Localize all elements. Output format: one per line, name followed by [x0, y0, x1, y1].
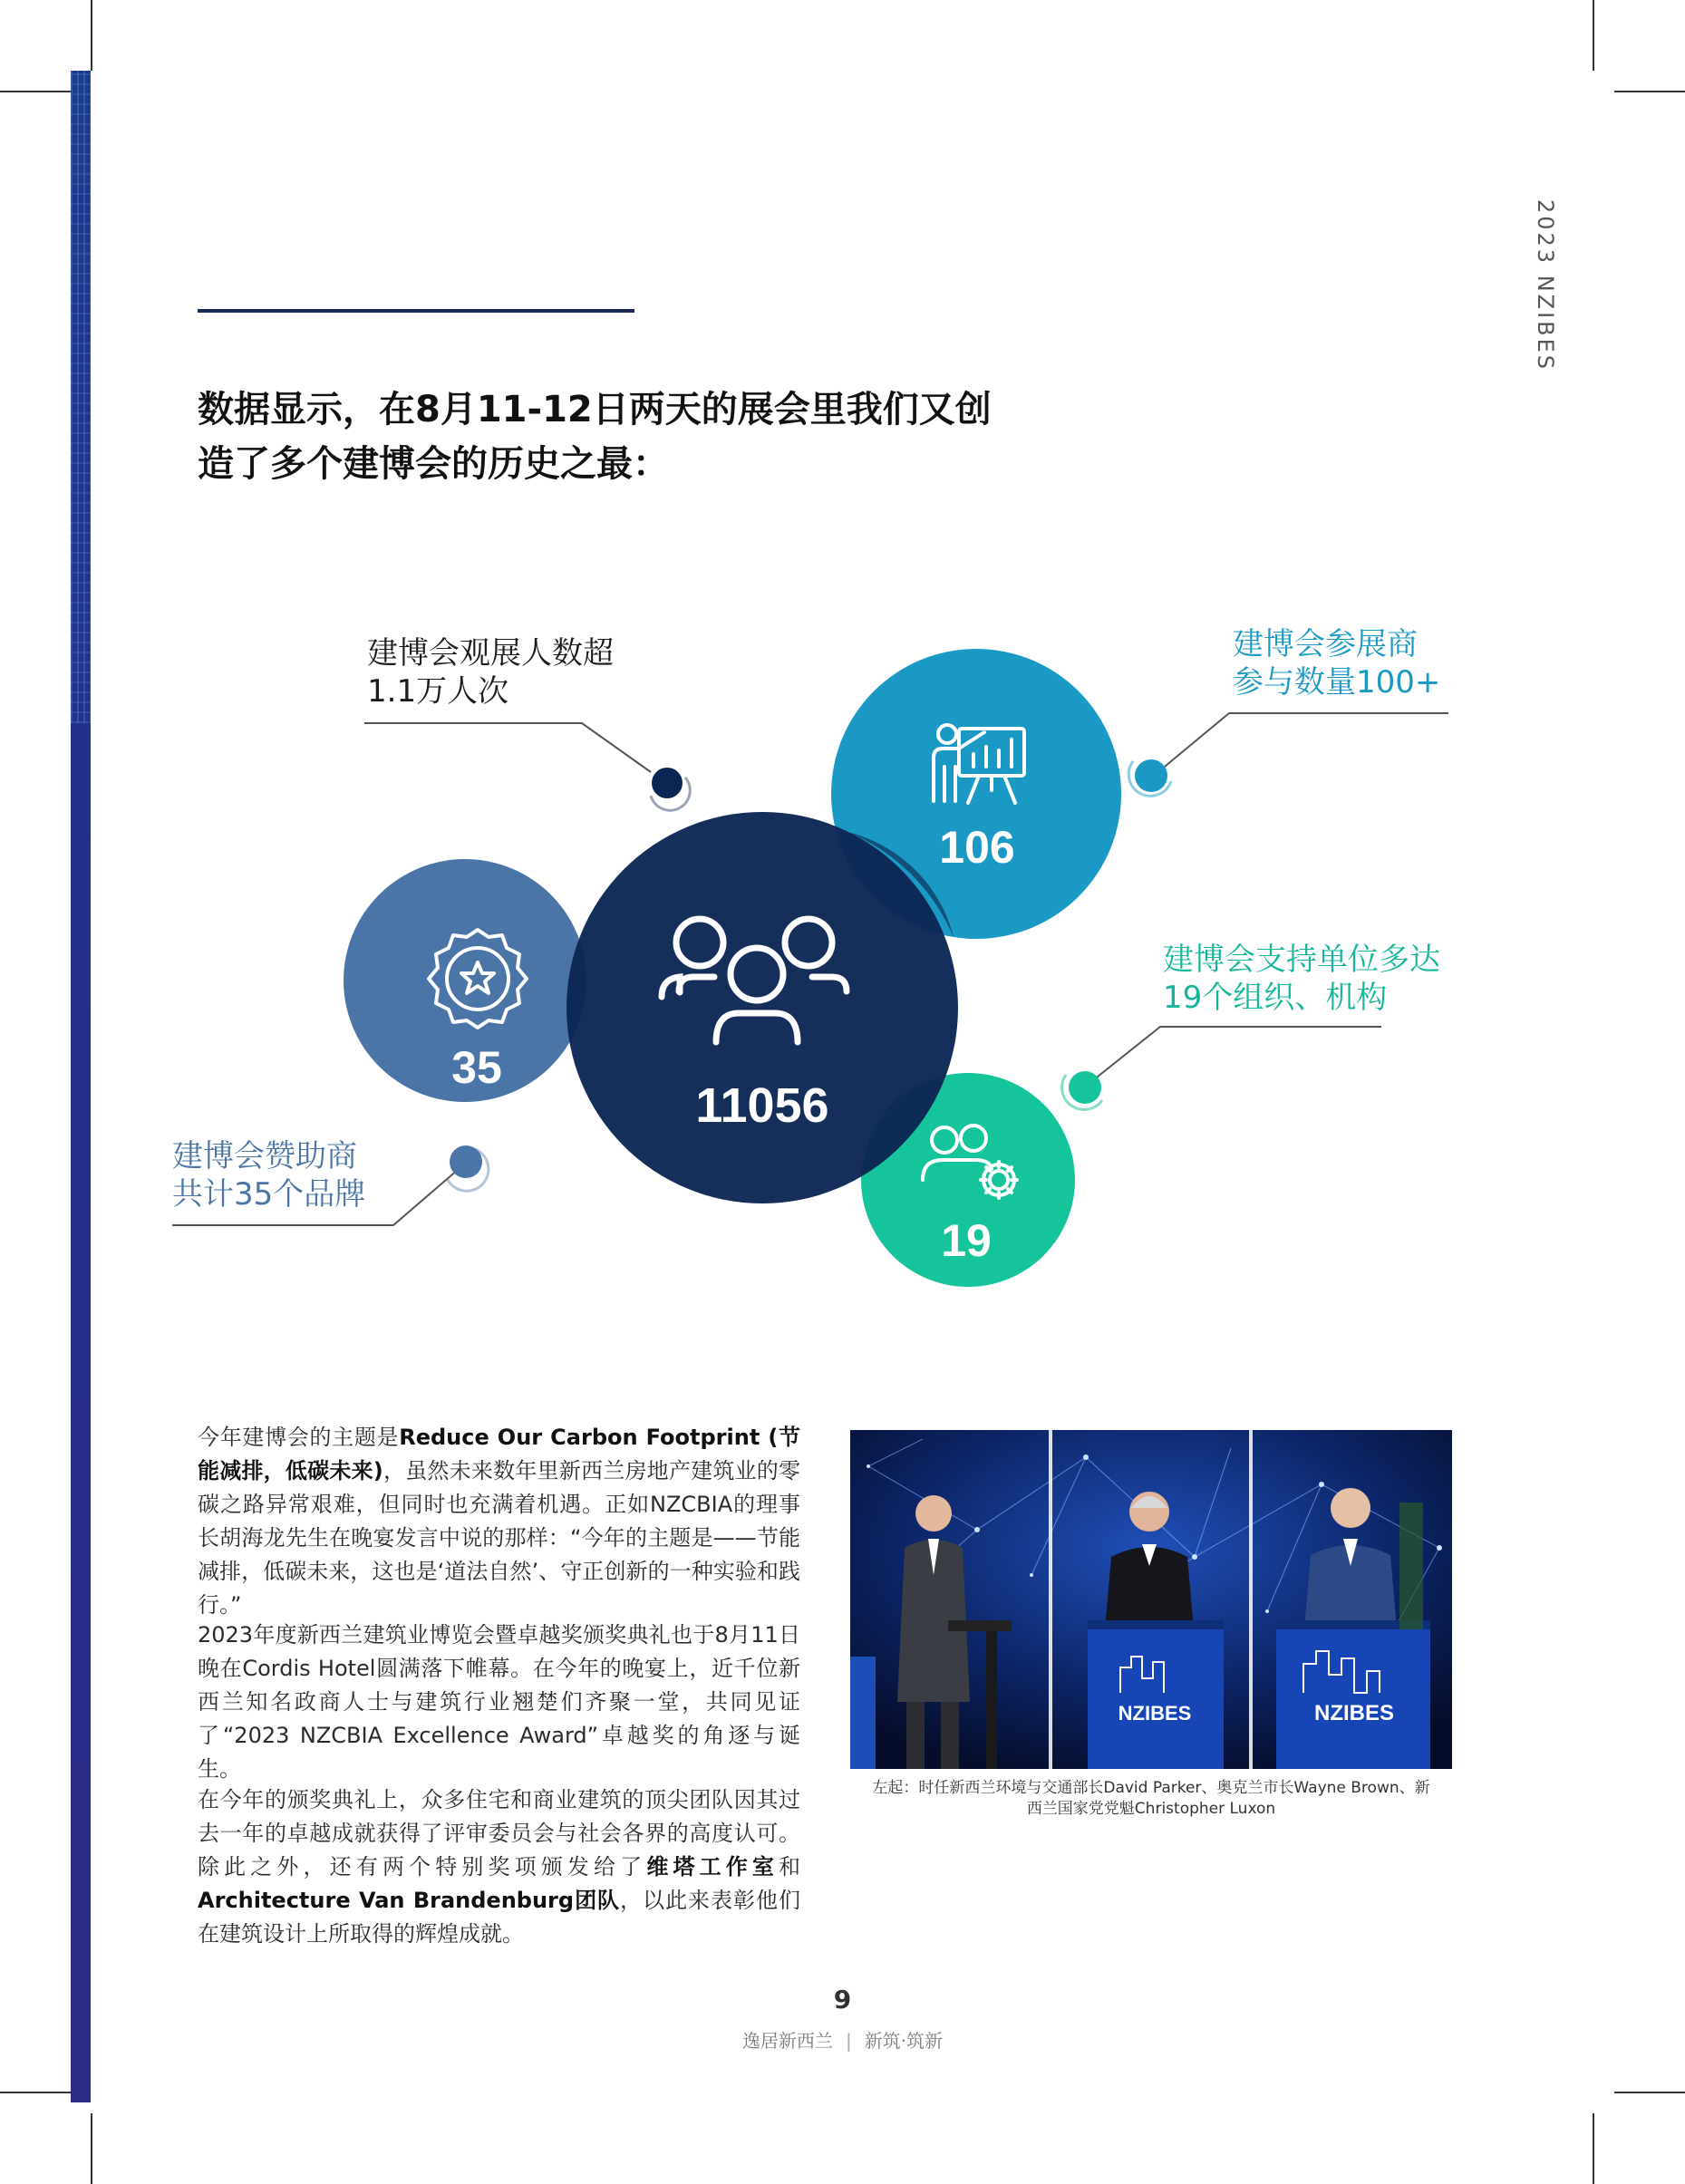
crop-mark: [91, 2113, 92, 2184]
weta-highlight: 维塔工作室: [646, 1854, 780, 1880]
supporters-callout-line: [1093, 1027, 1381, 1080]
headline-line-2: 造了多个建博会的历史之最：: [198, 443, 669, 485]
visitors-circle: [567, 812, 958, 1203]
footer-separator: |: [845, 2030, 852, 2052]
body-paragraph-1: [198, 1421, 800, 1622]
caption-line-1: 左起：时任新西兰环境与交通部长David Parker、奥克兰市长Wayne Brown、新: [872, 1779, 1430, 1797]
visitors-callout: [367, 634, 614, 710]
event-photo: [850, 1430, 1452, 1769]
page-footer: [0, 2026, 1685, 2053]
exhibitors-callout-dot: [1128, 759, 1171, 796]
visitors-callout-line: [364, 723, 651, 772]
visitors-value: 11056: [695, 1078, 829, 1133]
visitors-callout-dot: [651, 768, 690, 810]
p1-text-c: ，虽然未来数年里新西兰房地产建筑业的零碳之路异常艰难，但同时也充满着机遇。正如NZCBIA的理事长胡海龙先生在晚宴发言中说的那样：“今年的主题是——节能减排，低碳未来，这也是‘道法自然’、守正创新的一种实验和践行。”: [198, 1458, 801, 1618]
p3-text-e: ，以此来表彰他们在建筑设计上所取得的辉煌成就。: [198, 1888, 800, 1947]
sponsors-callout-line-1: 建博会赞助商: [172, 1138, 357, 1174]
avb-highlight: Architecture Van Brandenburg团队: [198, 1888, 621, 1913]
sponsors-callout: [172, 1137, 365, 1213]
supporters-callout: [1163, 941, 1440, 1017]
sponsors-callout-dot: [448, 1145, 489, 1191]
headline-line-1: 数据显示，在8月11-12日两天的展会里我们又创: [198, 389, 992, 430]
exhibitors-callout-line-2: 参与数量100+: [1233, 664, 1441, 701]
sponsors-value: 35: [451, 1042, 502, 1093]
exhibitors-callout-line-1: 建博会参展商: [1233, 626, 1418, 662]
photo-caption: [847, 1778, 1455, 1820]
theme-highlight: Reduce Our Carbon Footprint (节能减排，低碳未来): [198, 1425, 801, 1483]
podium-logo-2: NZIBES: [1313, 1701, 1395, 1725]
exhibitors-callout-line: [1160, 713, 1448, 770]
side-label: 2023 NZIBES: [1533, 199, 1558, 372]
supporters-callout-line-1: 建博会支持单位多达: [1163, 942, 1440, 978]
p3-text-a: 在今年的颁奖典礼上，众多住宅和商业建筑的顶尖团队因其过去一年的卓越成就获得了评审委员会与社会各界的高度认可。除此之外，还有两个特别奖项颁发给了: [198, 1787, 800, 1880]
supporters-value: 19: [941, 1215, 992, 1266]
supporters-callout-line-2: 19个组织、机构: [1163, 980, 1388, 1016]
caption-line-2: 西兰国家党党魁Christopher Luxon: [1026, 1800, 1276, 1818]
body-paragraph-3: [198, 1783, 800, 1951]
podium-logo-1: NZIBES: [1118, 1702, 1192, 1725]
supporters-callout-dot: [1062, 1071, 1102, 1109]
visitors-callout-line-2: 1.1万人次: [367, 673, 509, 710]
crop-mark: [0, 2092, 71, 2093]
crop-mark: [1614, 2092, 1685, 2093]
exhibitors-callout: [1233, 625, 1440, 701]
sponsors-callout-line-2: 共计35个品牌: [172, 1176, 366, 1213]
crop-mark: [1593, 2113, 1594, 2184]
visitors-callout-line-1: 建博会观展人数超: [367, 635, 614, 672]
footer-left: 逸居新西兰: [741, 2030, 833, 2052]
exhibitors-value: 106: [939, 822, 1015, 873]
event-photo-illustration: [850, 1430, 1452, 1769]
p3-text-c: 和: [779, 1854, 801, 1880]
footer-right: 新筑·筑新: [864, 2030, 944, 2052]
page-number: 9: [833, 1985, 852, 2015]
body-paragraph-2: 2023年度新西兰建筑业博览会暨卓越奖颁奖典礼也于8月11日晚在Cordis Hotel圆满落下帷幕。在今年的晚宴上，近千位新西兰知名政商人士与建筑行业翘楚们齐聚一堂，共同见证了“2023 NZCBIA Excellence Award”卓越奖的角逐与诞生。: [198, 1622, 800, 1782]
p1-text-a: 今年建博会的主题是: [198, 1425, 400, 1450]
